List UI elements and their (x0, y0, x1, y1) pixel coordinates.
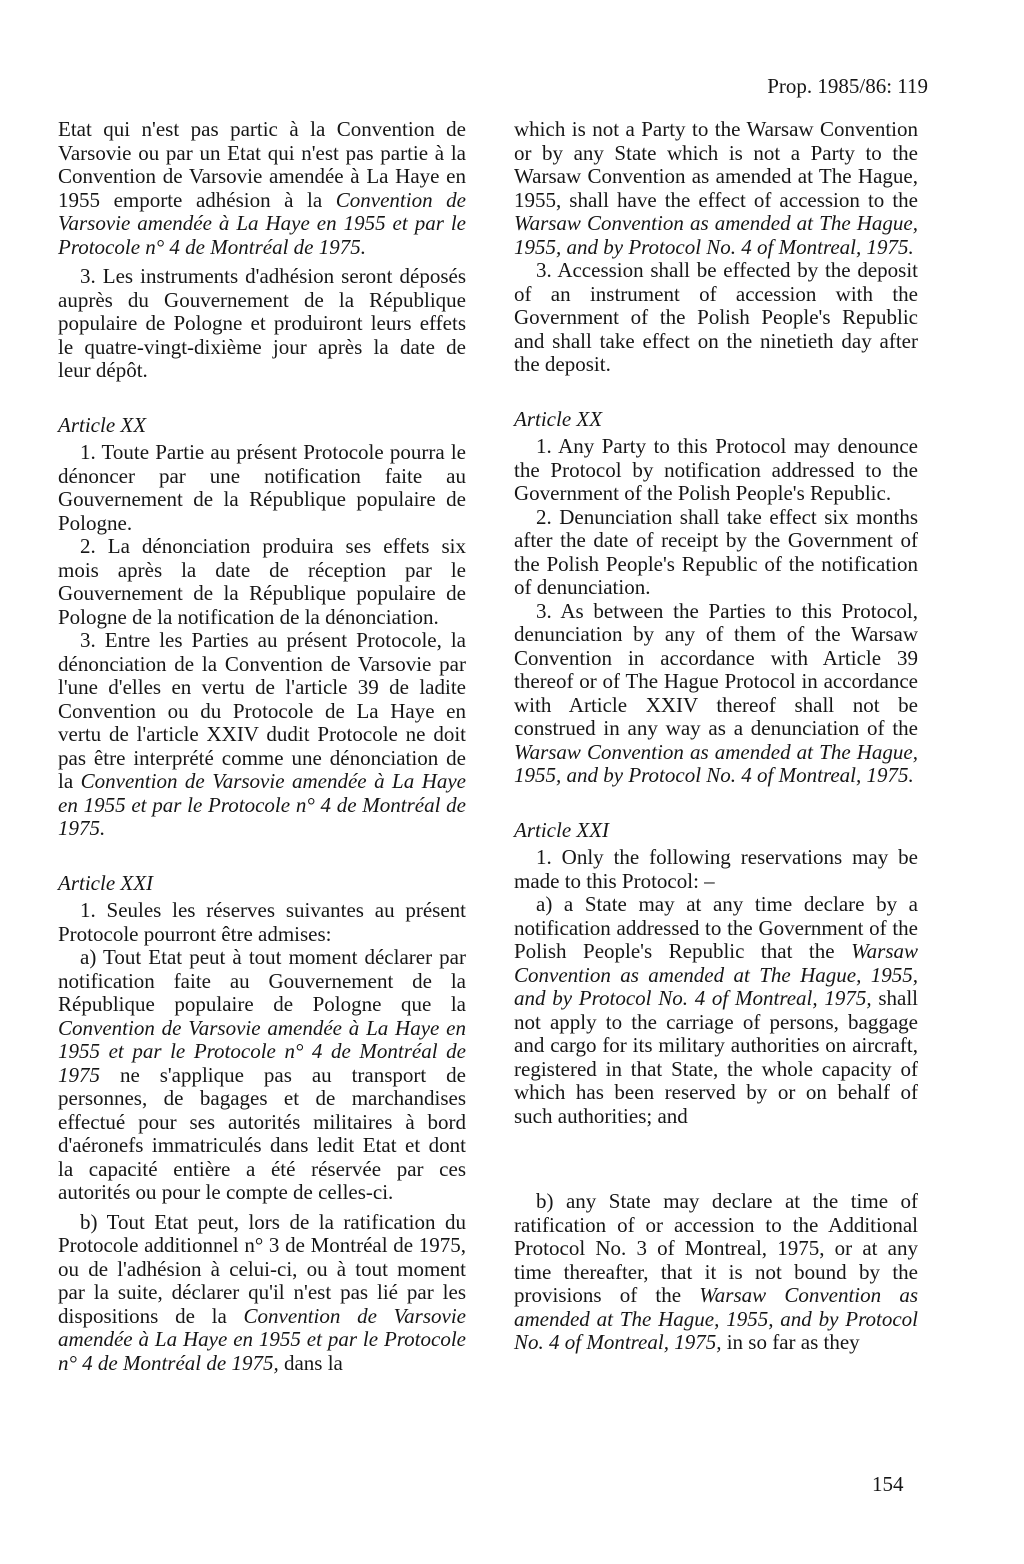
italic-title-text: Warsaw Convention as amended at The Hague, 1955, and by Protocol No. 4 of Montreal, 1975. (514, 739, 918, 787)
paragraph-accession-effect-en (514, 118, 918, 259)
article-heading-xxi-en: Article XXI (514, 817, 610, 842)
text-run: Etat qui n'est pas partic à la Convention de Varsovie ou par un Etat qui n'est pas partie à la Convention de Varsovie amendée à La Haye en 1955 emporte adhésion à la (58, 117, 466, 212)
text-run: 2. La dénonciation produira ses effets six mois après la date de réception par le Gouvernement de la République populaire de Pologne de la notification de la dénonciation. (58, 534, 466, 629)
text-run: which is not a Party to the Warsaw Convention or by any State which is not a Party to the Warsaw Convention as amended at The Hague, 1955, shall have the effect of accession to the (514, 117, 918, 212)
paragraph-reservation-a-en (514, 893, 918, 1128)
text-run: a) a State may at any time declare by a notification addressed to the Government of the Polish People's Republic that the (514, 892, 918, 963)
text-run: shall not apply to the carriage of persons, baggage and cargo for its military authorities on aircraft, registered in that State, the whole capacity of which has been reserved by or on behalf of such authorities; and (514, 986, 918, 1128)
italic-title-text: Warsaw Convention as amended at The Hague, 1955, and by Protocol No. 4 of Montreal, 1975, (514, 939, 918, 1010)
italic-title-text: Warsaw Convention as amended at The Hague, 1955, and by Protocol No. 4 of Montreal, 1975, (514, 1283, 918, 1354)
paragraph-denunciation-2-en (514, 506, 918, 600)
text-run: 3. Entre les Parties au présent Protocole, la dénonciation de la Convention de Varsovie par l'une d'elles en vertu de l'article 39 de ladite Convention ou du Protocole de La Haye en vertu de l'article XXIV dudit Protocole ne doit pas être interprété comme une dénonciation de la (58, 628, 466, 793)
english-column (514, 118, 918, 1355)
paragraph-reservation-b-fr (58, 1211, 466, 1376)
paragraph-denunciation-2-fr (58, 535, 466, 629)
paragraph-accession-deposit-en (514, 259, 918, 377)
italic-title-text: Convention de Varsovie amendée à La Haye en 1955 et par le Protocole n° 4 de Montréal de 1975 (58, 1015, 466, 1087)
page-number: 154 (872, 1472, 904, 1496)
italic-title-text: Warsaw Convention as amended at The Hague, 1955, and by Protocol No. 4 of Montreal, 1975. (514, 211, 918, 259)
text-run: 1. Seules les réserves suivantes au présent Protocole pourront être admises: (58, 898, 466, 946)
paragraph-accession-deposit-fr (58, 265, 466, 383)
text-run: 2. Denunciation shall take effect six months after the date of receipt by the Government of the Polish People's Republic of the notification of denunciation. (514, 504, 918, 599)
article-heading-xxi-fr: Article XXI (58, 870, 154, 895)
italic-title-text: Convention de Varsovie amendée à La Haye en 1955 et par le Protocole n° 4 de Montréal de 1975, (58, 1303, 466, 1375)
paragraph-reservations-intro-fr (58, 899, 466, 946)
text-run: in so far as they (721, 1330, 860, 1354)
paragraph-reservation-b-en (514, 1190, 918, 1355)
paragraph-denunciation-1-fr (58, 441, 466, 535)
paragraph-denunciation-1-en (514, 435, 918, 506)
article-heading-xx-fr: Article XX (58, 412, 147, 437)
paragraph-denunciation-3-fr (58, 629, 466, 841)
text-run: b) Tout Etat peut, lors de la ratification du Protocole additionnel n° 3 de Montréal de 1975, ou de l'adhésion à celui-ci, ou à tout moment par la suite, déclarer qu'il n'est pas lié par les dispositions de la (58, 1209, 466, 1328)
paragraph-reservation-a-fr (58, 946, 466, 1205)
article-heading-xx-en: Article XX (514, 406, 603, 431)
italic-title-text: Convention de Varsovie amendée à La Haye en 1955 et par le Protocole n° 4 de Montréal de 1975. (58, 769, 466, 840)
text-run: 1. Toute Partie au présent Protocole pourra le dénoncer par une notification faite au Gouvernement de la République populaire de Pologne. (58, 440, 466, 535)
italic-title-text: Convention de Varsovie amendée à La Haye en 1955 et par le Protocole n° 4 de Montréal de 1975. (58, 187, 466, 259)
paragraph-denunciation-3-en (514, 600, 918, 788)
text-run: 3. Accession shall be effected by the deposit of an instrument of accession with the Government of the Polish People's Republic and shall take effect on the ninetieth day after the deposit. (514, 258, 918, 376)
paragraph-accession-effect-fr (58, 118, 466, 259)
text-run: dans la (278, 1350, 343, 1375)
text-run: b) any State may declare at the time of ratification of or accession to the Additional Protocol No. 3 of Montreal, 1975, or at any time thereafter, that it is not bound by the provisions of the (514, 1189, 918, 1307)
text-run: 3. As between the Parties to this Protocol, denunciation by any of them of the Warsaw Convention in accordance with Article 39 thereof or of The Hague Protocol in accordance with Article XXIV thereof shall not be construed in any way as a denunciation of the (514, 598, 918, 740)
text-run: 3. Les instruments d'adhésion seront déposés auprès du Gouvernement de la République populaire de Pologne et produiront leurs effets le quatre-vingt-dixième jour après la date de leur dépôt. (58, 264, 466, 382)
text-run: ne s'applique pas au transport de personnes, de bagages et de marchandises effectué pour ses autorités militaires à bord d'aéronefs immatriculés dans ledit Etat et dont la capacité entière a été réservée par ces autorités ou pour le compte de celles-ci. (58, 1062, 466, 1204)
text-run: a) Tout Etat peut à tout moment déclarer par notification faite au Gouvernement de la République populaire de Pologne que la (58, 945, 466, 1016)
paragraph-reservations-intro-en (514, 846, 918, 893)
text-run: 1. Any Party to this Protocol may denounce the Protocol by notification addressed to the Government of the Polish People's Republic. (514, 434, 918, 505)
page-reference: Prop. 1985/86: 119 (767, 74, 928, 98)
french-column (58, 118, 466, 1375)
text-run: 1. Only the following reservations may be made to this Protocol: – (514, 845, 918, 893)
